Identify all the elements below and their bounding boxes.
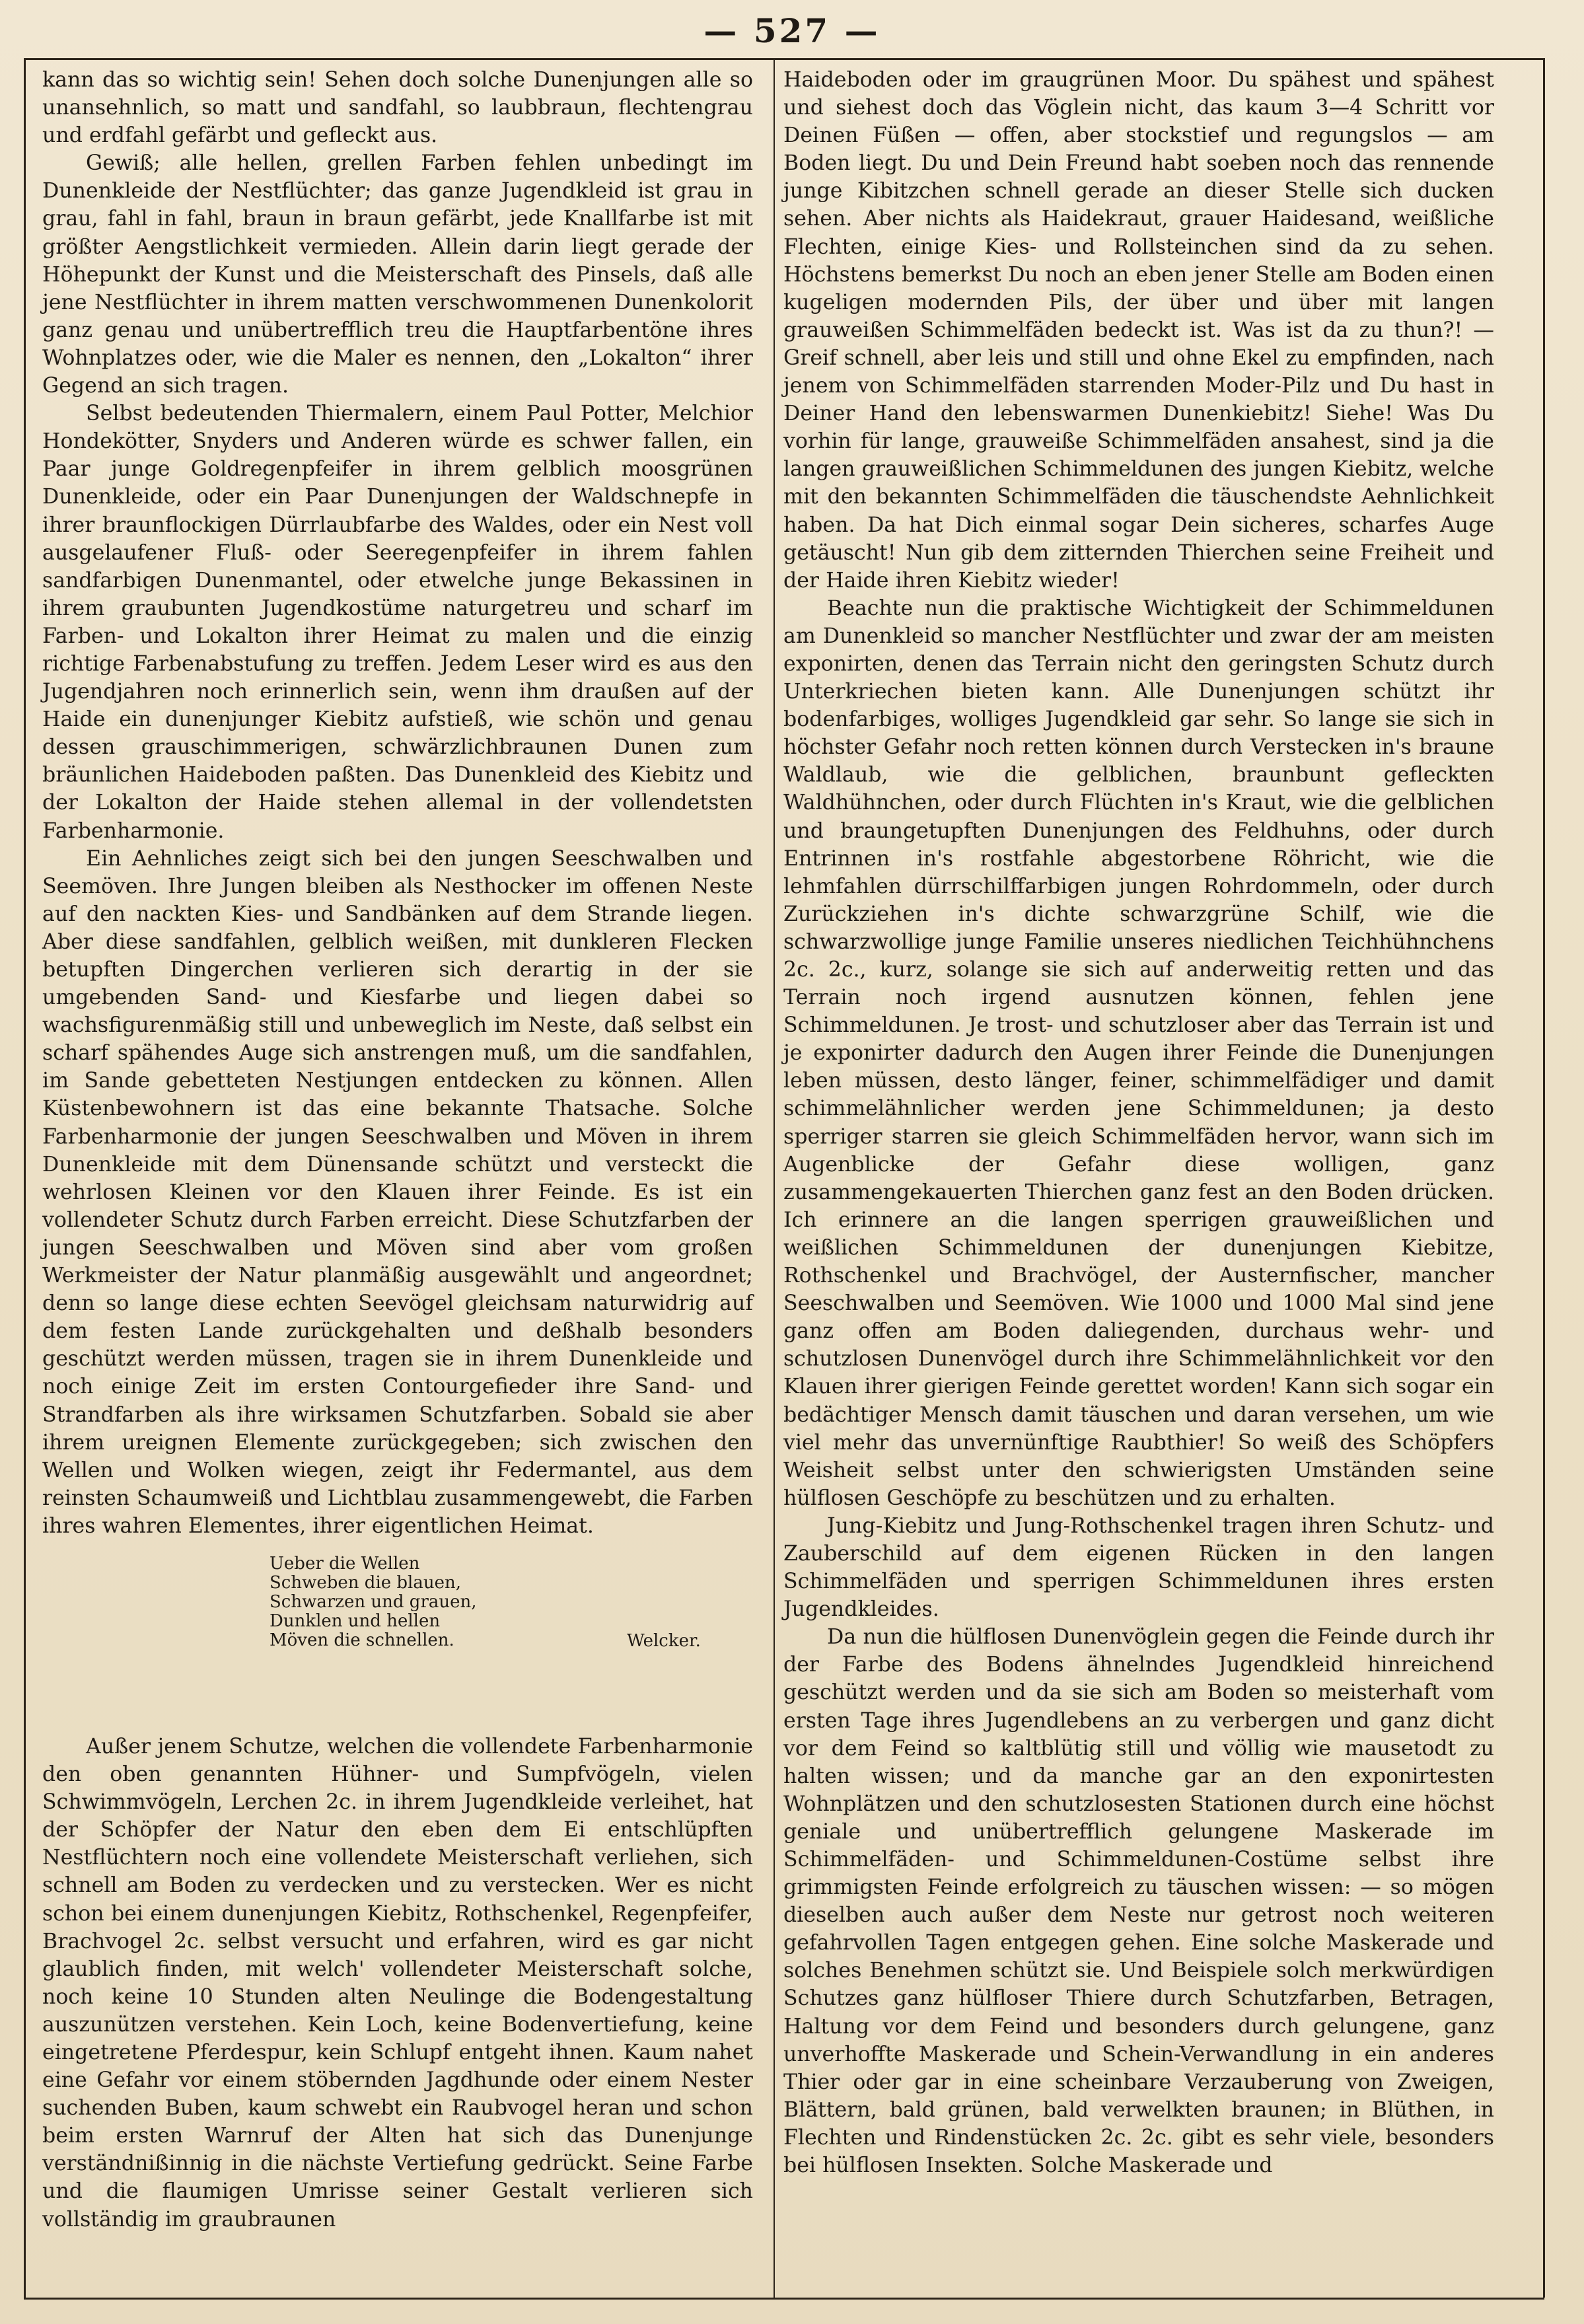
poem-line: Dunklen und hellen	[270, 1611, 441, 1631]
page-number: — 527 —	[703, 11, 881, 50]
poem-quote	[42, 1554, 753, 1687]
paragraph: Beachte nun die praktische Wichtigkeit der Schimmeldunen am Dunenkleid so mancher Nestflüchter und zwar der am meisten exponirten, denen das Terrain nicht den geringsten Schutz durch Unterkriechen bieten kann. Alle Dunenjungen schützt ihr bodenfarbiges, wolliges Jugendkleid gar sehr. So lange sie sich in höchster Gefahr noch retten können durch Verstecken in's braune Waldlaub, wie die gelblichen, braunbunt gefleckten Waldhühnchen, oder durch Flüchten in's Kraut, wie die gelblichen und braungetupften Dunenjungen des Feldhuhns, oder durch Entrinnen in's rostfahle abgestorbene Röhricht, wie die lehmfahlen dürrschilffarbigen jungen Rohrdommeln, oder durch Zurückziehen in's dichte schwarzgrüne Schilf, wie die schwarzwollige junge Familie unseres niedlichen Teichhühnchens 2c. 2c., kurz, solange sie sich auf anderweitig retten und das Terrain noch irgend ausnutzen können, fehlen jene Schimmeldunen. Je trost- und schutzloser aber das Terrain ist und je exponirter dadurch den Augen ihrer Feinde die Dunenjungen leben müssen, desto länger, feiner, schimmelfädiger und damit schimmelähnlicher werden jene Schimmeldunen; ja desto sperriger starren sie gleich Schimmelfäden hervor, wann sich im Augenblicke der Gefahr diese wolligen, ganz zusammengekauerten Thierchen ganz fest an den Boden drücken. Ich erinnere an die langen sperrigen grauweißlichen und weißlichen Schimmeldunen der dunenjungen Kiebitze, Rothschenkel und Brachvögel, der Austernfischer, mancher Seeschwalben und Seemöven. Wie 1000 und 1000 Mal sind jene ganz offen am Boden daliegenden, durchaus wehr- und schutzlosen Dunenvögel durch ihre Schimmelähnlichkeit vor den Klauen ihrer gierigen Feinde gerettet worden! Kann sich sogar ein bedächtiger Mensch damit täuschen und daran versehen, um wie viel mehr das unvernünftige Raubthier! So weiß des Schöpfers Weisheit selbst unter den schwierigsten Umständen seine hülflosen Geschöpfe zu beschützen und zu erhalten.	[783, 596, 1494, 1510]
paragraph: Selbst bedeutenden Thiermalern, einem Paul Potter, Melchior Hondekötter, Snyders und Anderen würde es schwer fallen, ein Paar junge Goldregenpfeifer in ihrem gelblich moosgrünen Dunenkleide, oder ein Paar Dunenjungen der Waldschnepfe in ihrer braunflockigen Dürrlaubfarbe des Waldes, oder ein Nest voll ausgelaufener Fluß- oder Seeregenpfeifer in ihrem fahlen sandfarbigen Dunenmantel, oder etwelche junge Bekassinen in ihrem graubunten Jugendkostüme naturgetreu und scharf im Farben- und Lokalton ihrer Heimat zu malen und die einzig richtige Farbenabstufung zu treffen. Jedem Leser wird es aus den Jugendjahren noch erinnerlich sein, wenn ihm draußen auf der Haide ein dunenjunger Kiebitz aufstieß, wie schön und genau dessen grauschimmerigen, schwärzlichbraunen Dunen zum bräunlichen Haideboden paßten. Das Dunenkleid des Kiebitz und der Lokalton der Haide stehen allemal in der vollendetsten Farbenharmonie.	[42, 402, 753, 843]
poem-line: Ueber die Wellen	[270, 1553, 420, 1574]
paragraph: Ein Aehnliches zeigt sich bei den jungen Seeschwalben und Seemöven. Ihre Jungen bleiben als Nesthocker im offenen Neste auf den nackten Kies- und Sandbänken auf dem Strande liegen. Aber diese sandfahlen, gelblich weißen, mit dunkleren Flecken betupften Dingerchen verlieren sich derartig in der sie umgebenden Sand- und Kiesfarbe und liegen dabei so wachsfigurenmäßig still und unbeweglich im Neste, daß selbst ein scharf spähendes Auge sich anstrengen muß, um die sandfahlen, im Sande gebetteten Nestjungen entdecken zu können. Allen Küstenbewohnern ist das eine bekannte Thatsache. Solche Farbenharmonie der jungen Seeschwalben und Möven in ihrem Dunenkleide mit dem Dünensande schützt und versteckt die wehrlosen Kleinen vor den Klauen ihrer Feinde. Es ist ein vollendeter Schutz durch Farben erreicht. Diese Schutzfarben der jungen Seeschwalben und Möven sind aber vom großen Werkmeister der Natur planmäßig ausgewählt und angeordnet; denn so lange diese echten Seevögel gleichsam naturwidrig auf dem festen Lande zurückgehalten und deßhalb besonders geschützt werden müssen, tragen sie in ihrem Dunenkleide und noch einige Zeit im ersten Contourgefieder ihre Sand- und Strandfarben als ihre wirksamen Schutzfarben. Sobald sie aber ihrem ureignen Elemente zurückgegeben; sich zwischen den Wellen und Wolken wiegen, zeigt ihr Federmantel, aus dem reinsten Schaumweiß und Lichtblau zusammengewebt, die Farben ihres wahren Elementes, ihrer eigentlichen Heimat.	[42, 846, 753, 1538]
column-divider	[774, 58, 775, 2298]
paragraph: Da nun die hülflosen Dunenvöglein gegen die Feinde durch ihr der Farbe des Bodens ähnelndes Jugendkleid hinreichend geschützt werden und da sie sich am Boden so meisterhaft vom ersten Tage ihres Jugendlebens an zu verbergen und ganz dicht vor dem Feind so kaltblütig still und völlig wie mausetodt zu halten wissen; und da manche gar an den exponirtesten Wohnplätzen und den schutzlosesten Stationen durch eine höchst geniale und unübertrefflich gelungene Maskerade im Schimmelfäden- und Schimmeldunen-Costüme selbst ihre grimmigsten Feinde erfolgreich zu täuschen wissen: — so mögen dieselben auch außer dem Neste nur getrost noch weiteren gefahrvollen Tagen entgegen gehen. Eine solche Maskerade und solches Benehmen schützt sie. Und Beispiele solch merkwürdigen Schutzes ganz hülfloser Thiere durch Schutzfarben, Betragen, Haltung vor dem Feind und besonders durch gelungene, ganz unverhoffte Maskerade und Schein-Verwandlung in ein anderes Thier oder gar in eine scheinbare Verzauberung von Zweigen, Blättern, bald grünen, bald verwelkten braunen; in Blüthen, in Flechten und Rindenstücken 2c. 2c. gibt es sehr viele, besonders bei hülflosen Insekten. Solche Maskerade und	[783, 1625, 1494, 2178]
paragraph: Jung-Kiebitz und Jung-Rothschenkel tragen ihren Schutz- und Zauberschild auf dem eigenen Rücken in den langen Schimmelfäden und sperrigen Schimmeldunen ihres ersten Jugendkleides.	[783, 1513, 1494, 1622]
poem-lines	[270, 1554, 477, 1650]
right-column	[783, 66, 1494, 2179]
paragraph: Außer jenem Schutze, welchen die vollendete Farbenharmonie den oben genannten Hühner- und Sumpfvögeln, vielen Schwimmvögeln, Lerchen 2c. in ihrem Jugendkleide verleihet, hat der Schöpfer der Natur den eben dem Ei entschlüpften Nestflüchtern noch eine vollendete Meisterschaft verliehen, sich schnell am Boden zu verdecken und zu verstecken. Wer es nicht schon bei einem dunenjungen Kiebitz, Rothschenkel, Regenpfeifer, Brachvogel 2c. selbst versucht und erfahren, wird es gar nicht glaublich finden, mit welch' vollendeter Meisterschaft solche, noch keine 10 Stunden alten Neulinge die Bodengestaltung auszunützen verstehen. Kein Loch, keine Bodenvertiefung, keine eingetretene Pferdespur, kein Schlupf entgeht ihnen. Kaum nahet eine Gefahr vor einem stöbernden Jagdhunde oder einem Nester suchenden Buben, kaum schwebt ein Raubvogel heran und schon beim ersten Warnruf der Alten hat sich das Dunenjunge verständnißinnig in die nächste Vertiefung gedrückt. Seine Farbe und die flaumigen Umrisse seiner Gestalt verlieren sich vollständig im graubraunen	[42, 1734, 753, 2232]
poem-line: Schwarzen und grauen,	[270, 1591, 477, 1612]
bottom-rule	[24, 2298, 1544, 2300]
paragraph: Gewiß; alle hellen, grellen Farben fehlen unbedingt im Dunenkleide der Nestflüchter; das ganze Jugendkleid ist grau in grau, fahl in fahl, braun in braun gefärbt, jede Knallfarbe ist mit größter Aengstlichkeit vermieden. Allein darin liegt gerade der Höhepunkt der Kunst und die Meisterschaft des Pinsels, daß alle jene Nestflüchter in ihrem matten verschwommenen Dunenkolorit ganz genau und unübertrefflich treu die Hauptfarbentöne ihres Wohnplatzes oder, wie die Maler es nennen, den „Lokalton“ ihrer Gegend an sich tragen.	[42, 151, 753, 398]
right-border	[1543, 58, 1545, 2298]
paragraph: kann das so wichtig sein! Sehen doch solche Dunenjungen alle so unansehnlich, so matt und sandfahl, so laubbraun, flechtengrau und erdfahl gefärbt und gefleckt aus.	[42, 68, 753, 148]
poem-line: Möven die schnellen.	[270, 1630, 454, 1650]
poem-author: Welcker.	[627, 1630, 701, 1651]
paragraph: Haideboden oder im graugrünen Moor. Du spähest und spähest und siehest doch das Vöglein nicht, das kaum 3—4 Schritt vor Deinen Füßen — offen, aber stockstief und regungslos — am Boden liegt. Du und Dein Freund habt soeben noch das rennende junge Kibitzchen schnell gerade an dieser Stelle sich ducken sehen. Aber nichts als Haidekraut, grauer Haidesand, weißliche Flechten, einige Kies- und Rollsteinchen sind da zu sehen. Höchstens bemerkst Du noch an eben jener Stelle am Boden einen kugeligen modernden Pils, der über und über mit langen grauweißen Schimmelfäden bedeckt ist. Was ist da zu thun?! — Greif schnell, aber leis und still und ohne Ekel zu empfinden, nach jenem von Schimmelfäden starrenden Moder-Pilz und Du hast in Deiner Hand den lebenswarmen Dunenkiebitz! Siehe! Was Du vorhin für lange, grauweiße Schimmelfäden ansahest, sind ja die langen grauweißlichen Schimmeldunen des jungen Kiebitz, welche mit den bekannten Schimmelfäden die täuschendste Aehnlichkeit haben. Da hat Dich einmal sogar Dein sicheres, scharfes Auge getäuscht! Nun gib dem zitternden Thierchen seine Freiheit und der Haide ihren Kiebitz wieder!	[783, 68, 1494, 593]
top-rule	[24, 58, 1544, 60]
left-column	[42, 66, 753, 2233]
poem-line: Schweben die blauen,	[270, 1572, 462, 1593]
left-border	[24, 58, 26, 2298]
